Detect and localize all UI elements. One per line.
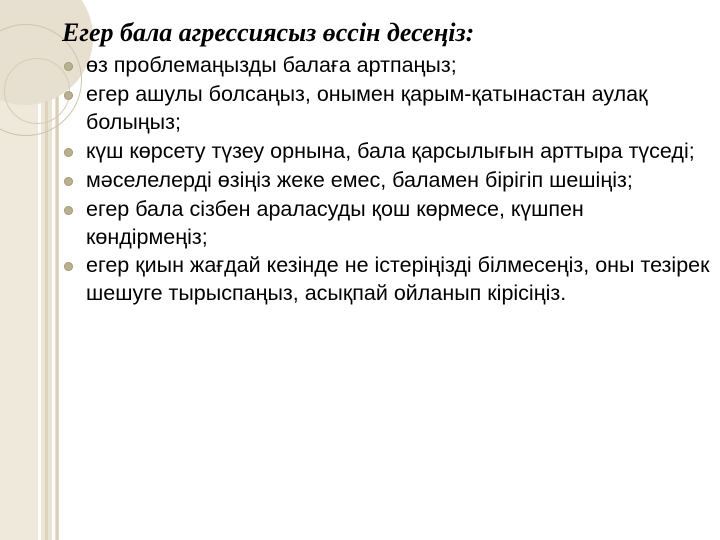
list-item [60,167,710,195]
bullet-dot-icon [64,62,73,71]
list-item [60,81,710,137]
list-item [60,138,710,166]
list-item-text: егер қиын жағдай кезінде не істеріңізді білмесеңіз, оны тезірек шешуге тырыспаңыз, асықпай ойланып кірісіңіз. [86,253,710,306]
list-item [60,196,710,252]
list-item-text: мәселелерді өзіңіз жеке емес, баламен бірігіп шешіңіз; [86,167,633,192]
list-item-text: өз проблемаңызды балаға артпаңыз; [86,52,457,77]
slide-content [60,18,710,309]
bullet-list [60,52,710,308]
list-item-text: күш көрсету түзеу орнына, бала қарсылығын арттыра түседі; [86,138,695,163]
list-item-text: егер бала сізбен араласуды қош көрмесе, күшпен көндірмеңіз; [86,196,584,249]
bullet-dot-icon [64,206,73,215]
list-item [60,252,710,308]
list-item-text: егер ашулы болсаңыз, онымен қарым-қатынастан аулақ болыңыз; [86,81,648,134]
list-item [60,52,710,80]
slide-heading: Егер бала агрессиясыз өссін десеңіз: [62,18,475,47]
bullet-dot-icon [64,177,73,186]
bullet-dot-icon [64,148,73,157]
bullet-dot-icon [64,262,73,271]
bullet-dot-icon [64,91,73,100]
